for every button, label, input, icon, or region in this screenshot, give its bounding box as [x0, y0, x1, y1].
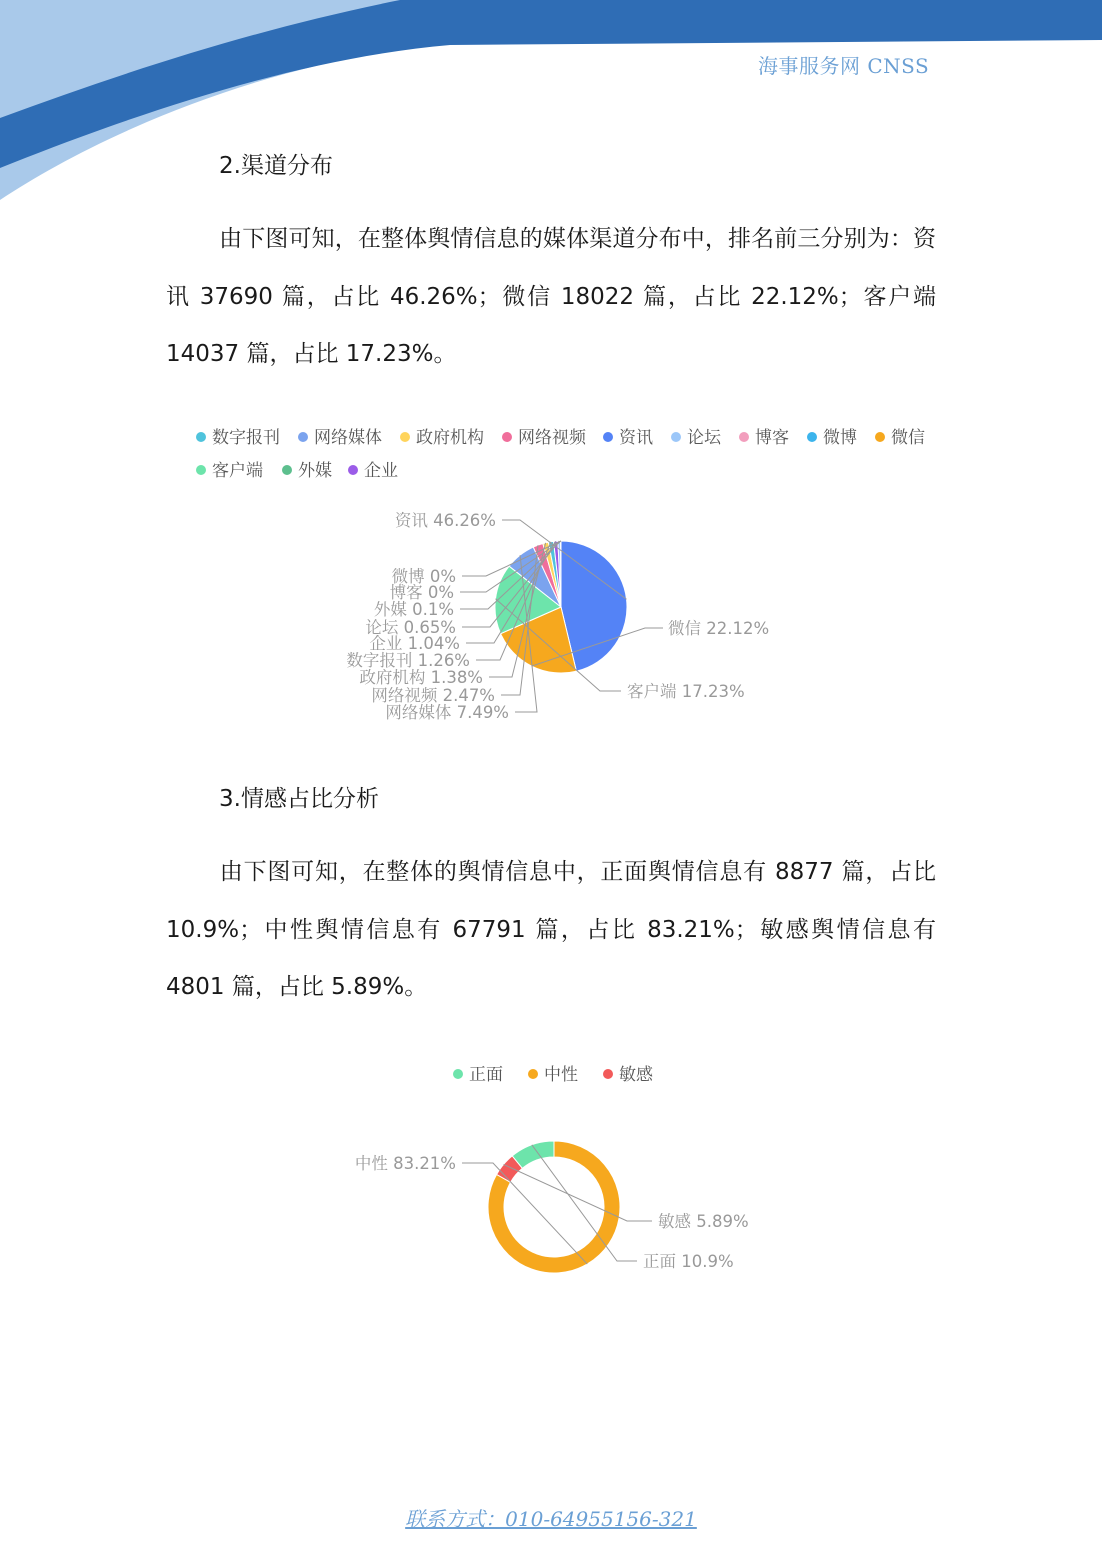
- sentiment-donut-chart: [0, 1055, 1102, 1290]
- slice-label-9: 外媒 0.1%: [373, 600, 454, 619]
- legend-label-3[interactable]: 网络视频: [518, 428, 586, 448]
- paragraph-channel: [166, 211, 936, 384]
- legend-dot-3[interactable]: [502, 432, 512, 442]
- paragraph-sentiment-text: 由下图可知，在整体的舆情信息中，正面舆情信息有 8877 篇，占比 10.9%；中性舆情信息有 67791 篇，占比 83.21%；敏感舆情信息有 4801 篇，占比 5.89%。: [166, 859, 936, 1000]
- slice-label-8: 论坛 0.65%: [365, 618, 456, 637]
- slice-label-11: 微博 0%: [391, 567, 456, 586]
- sentiment-legend: [453, 1065, 653, 1085]
- slice-label-0: 中性 83.21%: [354, 1154, 456, 1173]
- sentiment-donut-slices: [488, 1141, 620, 1273]
- legend-dot-9[interactable]: [196, 465, 206, 475]
- channel-pie-slices: [495, 541, 627, 673]
- legend-dot-8[interactable]: [875, 432, 885, 442]
- section-heading-sentiment: 3.情感占比分析: [219, 786, 379, 812]
- sentiment-donut-labels: [355, 1145, 749, 1271]
- legend-label-0[interactable]: 正面: [469, 1065, 503, 1085]
- slice-label-4: 网络视频 2.47%: [371, 686, 495, 705]
- legend-label-2[interactable]: 敏感: [619, 1065, 653, 1085]
- channel-legend: [196, 428, 925, 481]
- slice-label-3: 网络媒体 7.49%: [385, 703, 509, 722]
- slice-label-1: 敏感 5.89%: [658, 1212, 749, 1231]
- leader-line-1: [504, 1164, 652, 1221]
- legend-label-7[interactable]: 微博: [823, 428, 857, 448]
- legend-label-1[interactable]: 中性: [544, 1065, 578, 1085]
- slice-label-1: 微信 22.12%: [668, 619, 770, 638]
- legend-label-0[interactable]: 数字报刊: [212, 428, 280, 448]
- site-name: 海事服务网 CNSS: [758, 54, 930, 78]
- slice-label-10: 博客 0%: [389, 583, 454, 602]
- legend-dot-1[interactable]: [528, 1069, 538, 1079]
- legend-dot-5[interactable]: [671, 432, 681, 442]
- legend-dot-7[interactable]: [807, 432, 817, 442]
- legend-dot-2[interactable]: [603, 1069, 613, 1079]
- slice-label-7: 企业 1.04%: [369, 634, 460, 653]
- legend-label-8[interactable]: 微信: [891, 428, 925, 448]
- slice-label-0: 资讯 46.26%: [394, 511, 496, 530]
- legend-label-9[interactable]: 客户端: [212, 461, 263, 481]
- channel-distribution-pie-chart: [0, 415, 1102, 735]
- legend-label-10[interactable]: 外媒: [298, 461, 332, 481]
- legend-dot-10[interactable]: [282, 465, 292, 475]
- paragraph-channel-text: 由下图可知，在整体舆情信息的媒体渠道分布中，排名前三分别为：资讯 37690 篇，占比 46.26%；微信 18022 篇，占比 22.12%；客户端 14037 篇，占比 17.23%。: [166, 226, 936, 367]
- slice-label-5: 政府机构 1.38%: [359, 668, 483, 687]
- legend-dot-0[interactable]: [196, 432, 206, 442]
- legend-label-11[interactable]: 企业: [364, 461, 398, 481]
- legend-dot-1[interactable]: [298, 432, 308, 442]
- legend-dot-2[interactable]: [400, 432, 410, 442]
- slice-label-6: 数字报刊 1.26%: [346, 651, 470, 670]
- legend-label-5[interactable]: 论坛: [687, 428, 721, 448]
- legend-label-1[interactable]: 网络媒体: [314, 428, 382, 448]
- legend-dot-11[interactable]: [348, 465, 358, 475]
- legend-dot-6[interactable]: [739, 432, 749, 442]
- paragraph-sentiment: [166, 844, 936, 1017]
- section-heading-channel: 2.渠道分布: [219, 153, 333, 179]
- legend-label-4[interactable]: 资讯: [619, 428, 653, 448]
- legend-dot-0[interactable]: [453, 1069, 463, 1079]
- slice-2[interactable]: [512, 1141, 554, 1168]
- slice-label-2: 正面 10.9%: [643, 1252, 734, 1271]
- legend-label-2[interactable]: 政府机构: [416, 428, 484, 448]
- legend-dot-4[interactable]: [603, 432, 613, 442]
- legend-label-6[interactable]: 博客: [755, 428, 789, 448]
- slice-label-2: 客户端 17.23%: [627, 682, 745, 701]
- footer-contact[interactable]: 联系方式：010-64955156-321: [405, 1507, 697, 1531]
- header-decoration: [0, 0, 1102, 210]
